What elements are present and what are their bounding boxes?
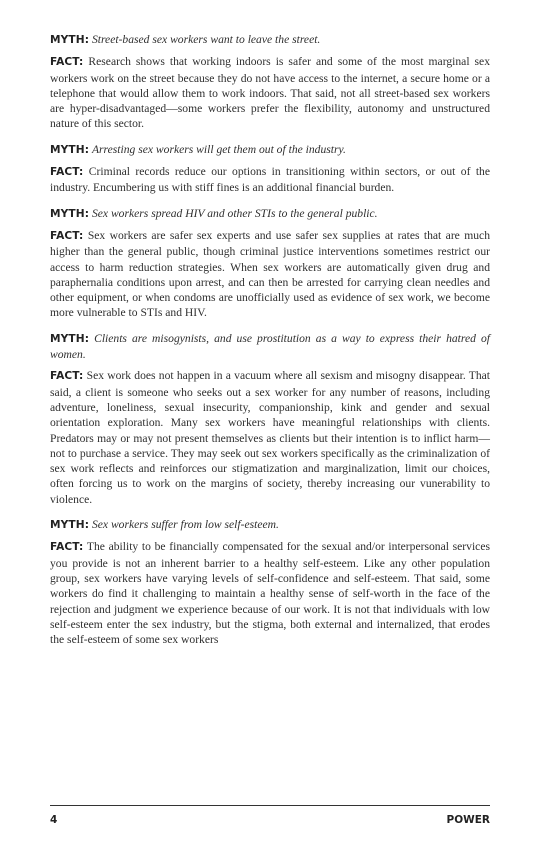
myth-text: Arresting sex workers will get them out of the industry. <box>91 142 346 156</box>
myth-paragraph <box>50 32 490 48</box>
page-body <box>50 32 490 657</box>
page-footer <box>50 814 490 826</box>
fact-label: FACT: <box>50 541 84 554</box>
footer-divider <box>50 805 490 806</box>
fact-paragraph <box>50 54 490 131</box>
myth-text: Street-based sex workers want to leave the street. <box>91 33 321 46</box>
myth-label: MYTH: <box>50 34 90 46</box>
fact-paragraph <box>50 228 490 321</box>
myth-fact-entry <box>50 206 490 321</box>
fact-label: FACT: <box>50 56 84 69</box>
fact-text: Criminal records reduce our options in transitioning within sectors, or out of the industry. Encumbering us with stiff fines is an additional financial burden. <box>50 165 491 195</box>
fact-paragraph <box>50 539 490 647</box>
myth-label: MYTH: <box>50 519 90 532</box>
myth-fact-entry <box>50 142 490 196</box>
fact-text: Sex workers are safer sex experts and use safer sex supplies at rates that are much higher than the general public, though criminal justice interventions sometimes restrict our access to harm reduction strategies. When sex workers are automatically given drug and paraphernalia conditions upon arrest, and can then be arrested for carrying clean needles and other equipment, or when condoms are unofficially used as evidence of sex work, we become more vulnerable to STIs and HIV. <box>50 228 490 320</box>
fact-paragraph <box>50 164 490 196</box>
fact-text: Research shows that working indoors is safer and some of the most marginal sex workers work on the street because they do not have access to the internet, a secure home or a telephone that would allow them to work indoors. That said, not all street-based sex workers are hyper-disadvantaged—some workers prefer the flexibility, autonomy and unstructured nature of this sector. <box>50 55 490 131</box>
fact-text: Sex work does not happen in a vacuum where all sexism and misogny disappear. That said, a client is someone who seeks out a sex worker for any number of reasons, including adventure, loneliness, sexual insecurity, companionship, kink and gender and sexual orientation exploration. Many sex workers have meaningful relationships with clients. Predators may or may not present themselves as clients but their intention is to inflict harm—not to purchase a service. They may seek out sex workers specifically as the criminalization of sex work reflects and reinforces our stigmatization and marginalization, limit our choices, often forcing us to work on the margins of society, thereby increasing our vunerability to violence. <box>50 369 490 506</box>
myth-fact-entry <box>50 32 490 132</box>
myth-paragraph <box>50 206 490 222</box>
fact-label: FACT: <box>50 166 84 179</box>
fact-paragraph <box>50 368 490 507</box>
myth-label: MYTH: <box>50 207 90 220</box>
myth-label: MYTH: <box>50 332 90 345</box>
myth-paragraph <box>50 142 490 158</box>
myth-text: Clients are misogynists, and use prostitution as a way to express their hatred of women. <box>50 331 490 362</box>
myth-label: MYTH: <box>50 143 90 156</box>
myth-fact-entry <box>50 331 490 507</box>
fact-label: FACT: <box>50 229 84 242</box>
myth-fact-entry <box>50 517 490 647</box>
fact-label: FACT: <box>50 370 84 383</box>
page-number: 4 <box>50 814 58 826</box>
fact-text: The ability to be financially compensated for the sexual and/or interpersonal services you provide is not an inherent barrier to a healthy self-esteem. Like any other population group, sex workers have varying levels of self-confidence and self-esteem. That said, some workers do find it challenging to maintain a healthy sense of self-worth in the face of the rejection and judgment we experience because of our work. It is not that individuals with low self-esteem enter the sex industry, but the stigma, both external and internalized, that erodes the self-esteem of some sex workers <box>50 540 490 647</box>
running-section-title: POWER <box>446 814 490 826</box>
myth-text: Sex workers suffer from low self-esteem. <box>91 518 279 532</box>
myth-paragraph <box>50 517 490 533</box>
myth-text: Sex workers spread HIV and other STIs to the general public. <box>91 206 378 220</box>
myth-paragraph <box>50 331 490 363</box>
